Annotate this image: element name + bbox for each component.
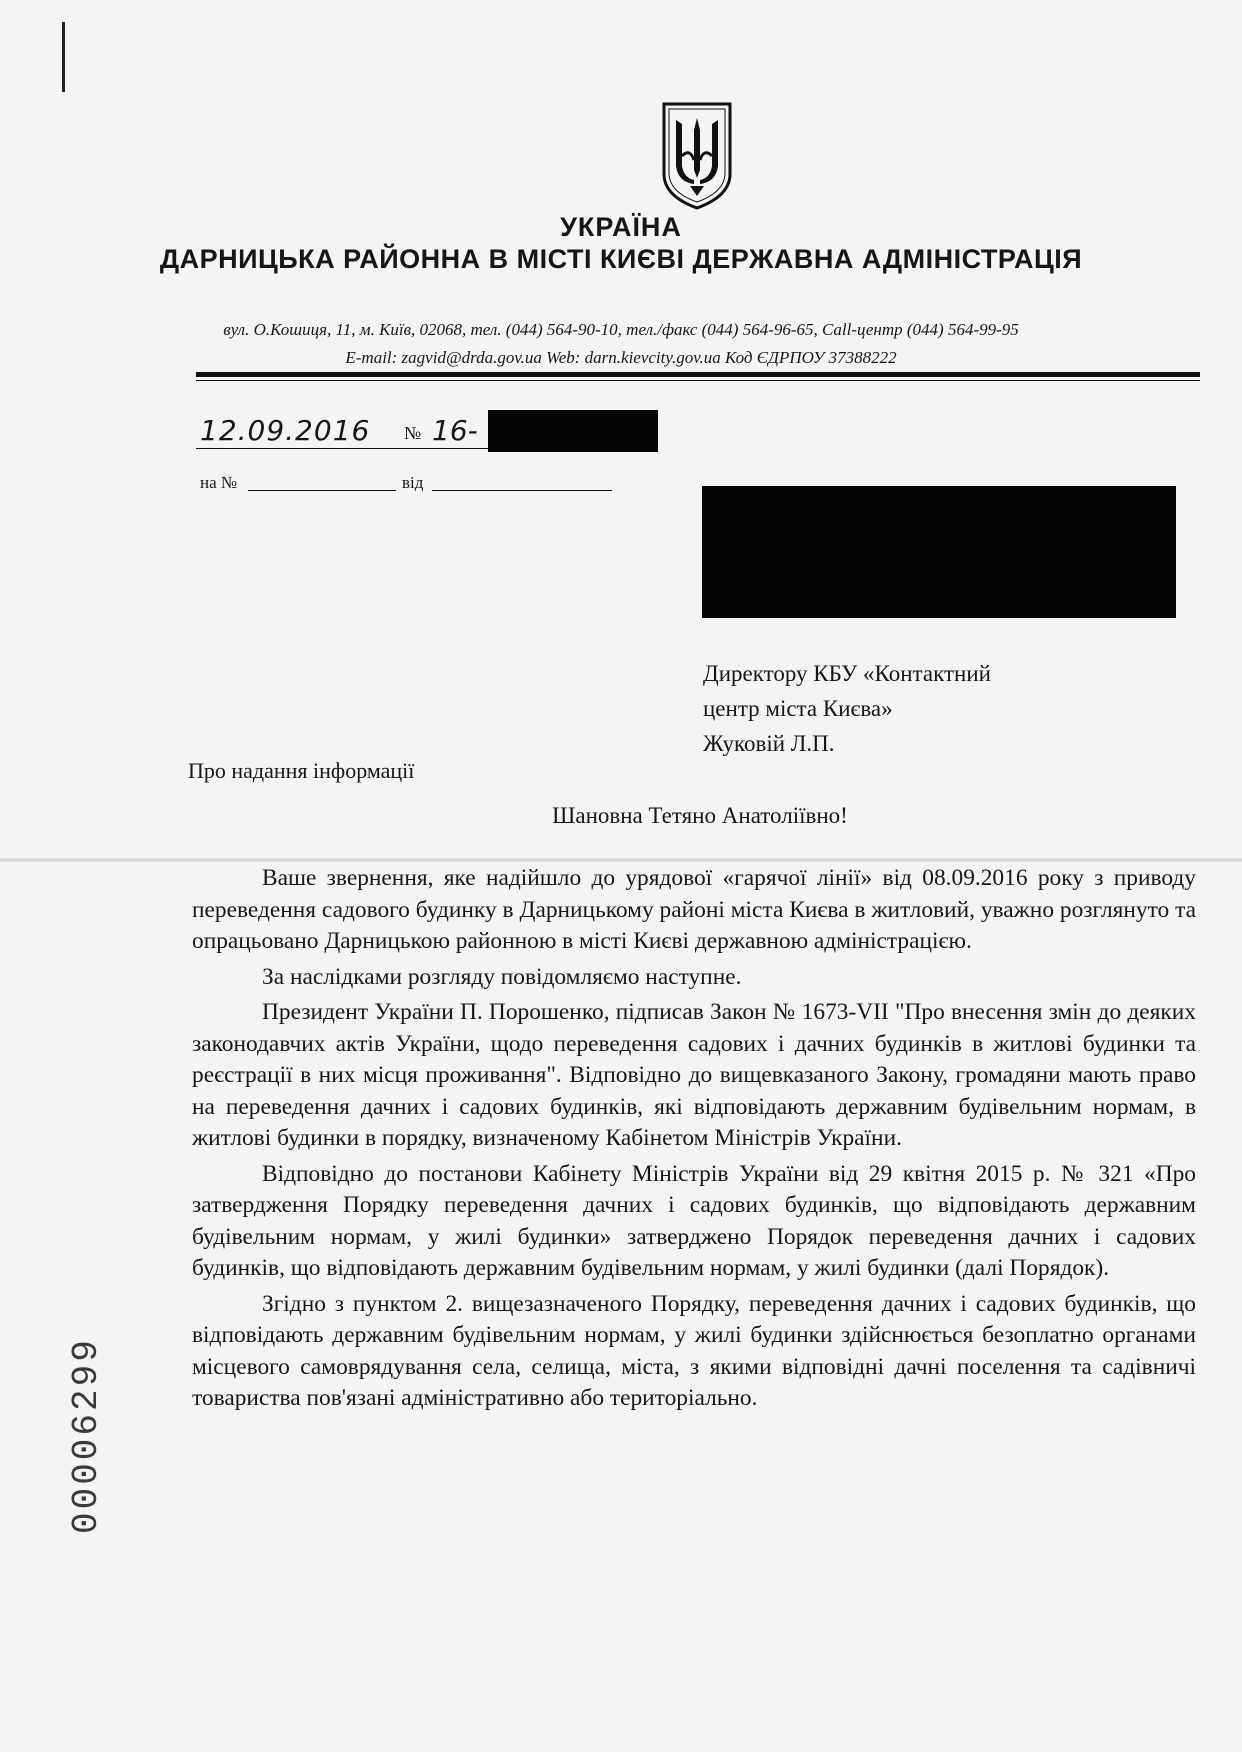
letter-subject: Про надання інформації (188, 758, 415, 783)
redaction-block (488, 410, 658, 452)
letter-body (192, 863, 1196, 1415)
body-paragraph: Президент України П. Порошенко, підписав Закон № 1673-VII "Про внесення змін до деяких законодавчих актів України, щодо переведення садових і дачних будинків в житлові будинки та реєстрації в них місця проживання". Відповідно до вищевказаного Закону, громадяни мають право на переведення дачних і садових будинків, які відповідають державним будівельним нормам, в житлові будинки в порядку, визначеному Кабінетом Міністрів України. (192, 999, 1196, 1151)
paper-fold-crease (0, 858, 1242, 862)
header-divider-thin (196, 380, 1200, 381)
header-divider (196, 372, 1200, 377)
coat-of-arms-tryzub-icon (660, 100, 734, 212)
outgoing-date: 12.09.2016 (200, 414, 371, 447)
agency-contact-line: вул. О.Кошиця, 11, м. Київ, 02068, тел. (044) 564-90-10, тел./факс (044) 564-96-65, Call-центр (044) 564-99-95 (223, 320, 1019, 339)
agency-heading: ДАРНИЦЬКА РАЙОННА В МІСТІ КИЄВІ ДЕРЖАВНА АДМІНІСТРАЦІЯ (159, 244, 1083, 274)
addressee-line: центр міста Києва» (703, 696, 893, 721)
body-paragraph: Ваше звернення, яке надійшло до урядової «гарячої лінії» від 08.09.2016 року з приводу переведення садового будинку в Дарницькому районі міста Києва в житловий, уважно розглянуто та опрацьовано Дарницькою районною в місті Києві державною адміністрацією. (192, 865, 1196, 954)
body-paragraph: Згідно з пунктом 2. вищезазначеного Порядку, переведення дачних і садових будинків, що відповідають державним будівельним нормам, у жилі будинки здійснюється безоплатно органами місцевого самоврядування села, селища, міста, з якими відповідні дачні поселення та садівничі товариства пов'язані адміністративно або територіально. (192, 1290, 1196, 1411)
body-paragraph: Відповідно до постанови Кабінету Міністрів України від 29 квітня 2015 р. № 321 «Про затвердження Порядку переведення дачних і садових будинків, що відповідають державним будівельним нормам, у жилі будинки» затверджено Порядок переведення дачних і садових будинків, що відповідають державним будівельним нормам, у жилі будинки (далі Порядок). (192, 1160, 1196, 1281)
serial-number-stamp: 00006299 (66, 1337, 107, 1534)
body-paragraph: За наслідками розгляду повідомляємо наступне. (262, 963, 742, 990)
addressee-line: Жуковій Л.П. (703, 731, 835, 756)
agency-web-line: E-mail: zagvid@drda.gov.ua Web: darn.kievcity.gov.ua Код ЄДРПОУ 37388222 (345, 348, 897, 367)
outgoing-number: 16- (432, 414, 478, 447)
outgoing-number-label: № (404, 423, 422, 443)
addressee-block (703, 656, 991, 761)
reference-date-label: від (402, 473, 424, 492)
addressee-line: Директору КБУ «Контактний (703, 661, 991, 686)
redaction-block (702, 486, 1176, 618)
salutation: Шановна Тетяно Анатоліївно! (552, 803, 848, 828)
reference-date-blank (432, 490, 612, 491)
margin-mark (62, 22, 65, 92)
country-heading: УКРАЇНА (560, 212, 682, 242)
reference-number-blank (248, 490, 396, 491)
reference-number-label: на № (200, 473, 238, 492)
